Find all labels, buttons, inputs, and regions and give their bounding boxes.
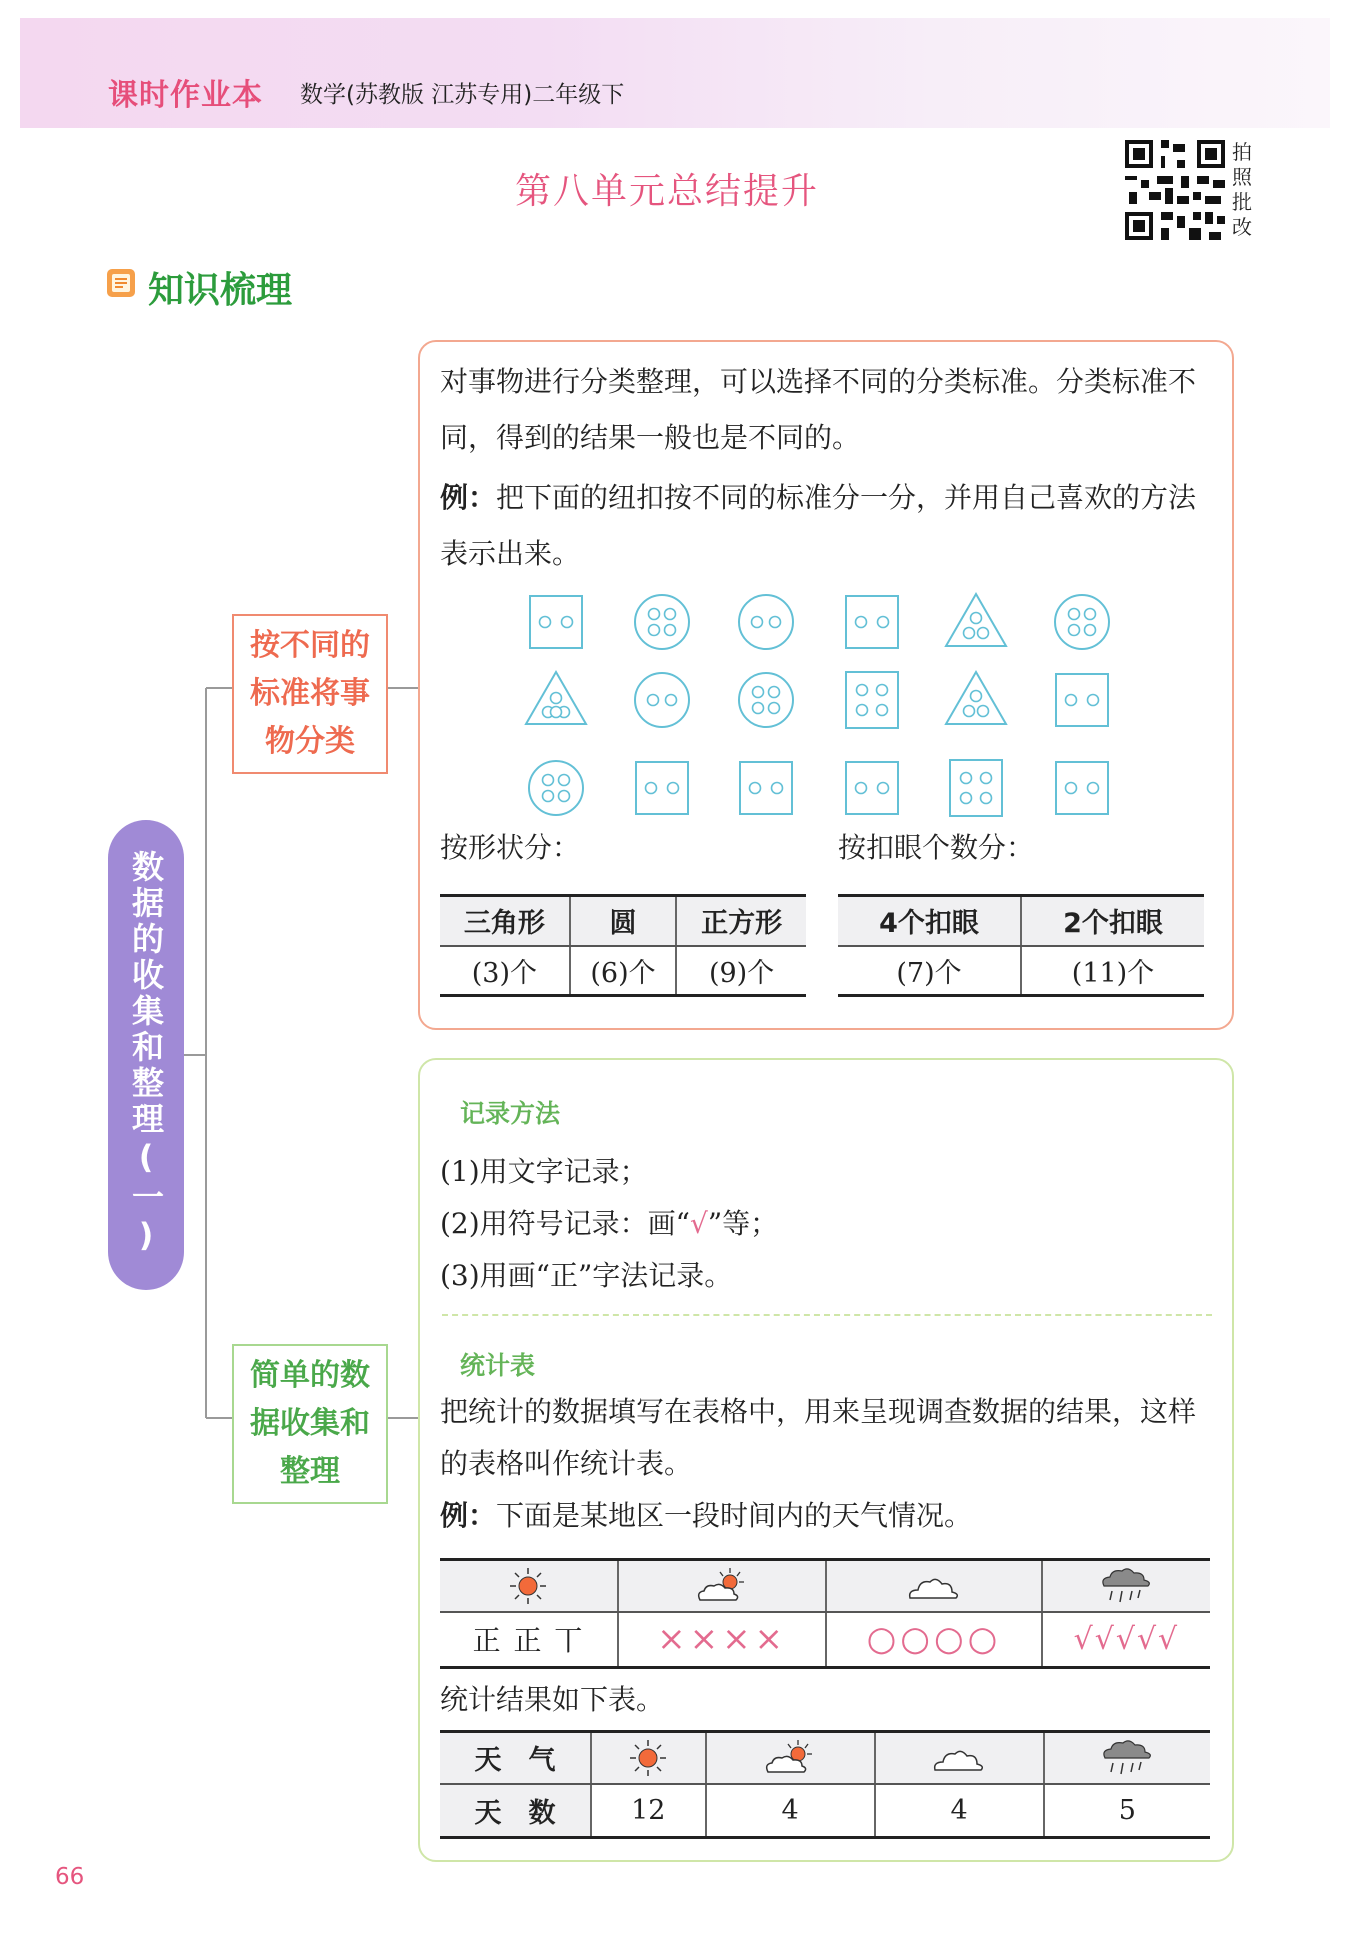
button-square-2-holes (846, 596, 898, 648)
button-square-2-holes (636, 762, 688, 814)
weather-tally-table (440, 1558, 1210, 1669)
button-hole (878, 783, 889, 794)
button-hole (964, 706, 975, 717)
by-shape-header-circle: 圆 (570, 896, 676, 946)
recording-item-2: (2)用符号记录：画“√”等； (440, 1207, 779, 1240)
by-shape-value-circle: (6)个 (570, 946, 676, 996)
result-partly-cloudy-header (706, 1732, 875, 1784)
button-triangle-3-holes (946, 594, 1006, 646)
button-hole (878, 617, 889, 628)
button-hole (1088, 695, 1099, 706)
classification-example (440, 470, 1220, 582)
by-holes-label: 按扣眼个数分： (838, 831, 1035, 864)
section-title: 知识梳理 (148, 270, 293, 311)
button-hole (877, 685, 888, 696)
partly-cloudy-icon (692, 1566, 752, 1606)
button-hole (978, 706, 989, 717)
recording-item-1: (1)用文字记录； (440, 1155, 648, 1188)
book-title: 数学(苏教版 江苏专用)二年级下 (300, 82, 625, 108)
rainy-icon (1096, 1564, 1156, 1608)
button-hole (559, 791, 570, 802)
button-hole (981, 793, 992, 804)
button-hole (1069, 609, 1080, 620)
button-circle-2-holes (635, 673, 689, 727)
result-value-rainy: 5 (1044, 1784, 1210, 1838)
unit-title: 第八单元总结提升 (515, 171, 820, 212)
rainy-icon (1097, 1736, 1157, 1780)
button-hole (543, 791, 554, 802)
by-holes-value-4: (7)个 (838, 946, 1021, 996)
check-mark: √ (689, 1207, 708, 1240)
button-hole (1066, 695, 1077, 706)
button-hole (961, 793, 972, 804)
stats-table-title: 统计表 (460, 1351, 536, 1380)
button-circle-4-holes (635, 595, 689, 649)
brand-text: 课时作业本 (108, 78, 263, 113)
tally-cloudy-cell (826, 1560, 1042, 1612)
button-hole (772, 783, 783, 794)
button-hole (857, 705, 868, 716)
button-square-4-holes (950, 760, 1002, 816)
by-shape-value-triangle: (3)个 (440, 946, 570, 996)
button-hole (666, 695, 677, 706)
mindmap-branch-classification: 按不同的标准将事物分类 (232, 614, 388, 774)
button-hole (649, 625, 660, 636)
button-hole (856, 617, 867, 628)
example-text: 把下面的纽扣按不同的标准分一分，并用自己喜欢的方法表示出来。 (440, 481, 1197, 570)
button-triangle-3-holes (946, 672, 1006, 724)
by-holes-header-2: 2个扣眼 (1021, 896, 1204, 946)
button-hole (562, 617, 573, 628)
cloudy-icon (904, 1566, 964, 1606)
button-hole (551, 707, 562, 718)
button-hole (551, 693, 562, 704)
button-shape-grid (506, 588, 1206, 838)
result-sunny-header (591, 1732, 706, 1784)
button-square-2-holes (1056, 674, 1108, 726)
button-circle-4-holes (739, 673, 793, 727)
tally-partly-cloudy-cell (618, 1560, 826, 1612)
divider (442, 1314, 1212, 1316)
weather-result-table (440, 1730, 1210, 1839)
tally-rainy-cell (1042, 1560, 1210, 1612)
button-square-4-holes (846, 672, 898, 728)
button-square-2-holes (530, 596, 582, 648)
button-hole (769, 687, 780, 698)
button-hole (856, 783, 867, 794)
result-rainy-header (1044, 1732, 1210, 1784)
result-value-sunny: 12 (591, 1784, 706, 1838)
button-circle-4-holes (529, 761, 583, 815)
button-hole (971, 691, 982, 702)
button-hole (543, 775, 554, 786)
stats-example: 例：下面是某地区一段时间内的天气情况。 (440, 1499, 973, 1532)
button-hole (1085, 609, 1096, 620)
by-shape-header-triangle: 三角形 (440, 896, 570, 946)
button-hole (750, 783, 761, 794)
button-square-2-holes (740, 762, 792, 814)
button-hole (649, 609, 660, 620)
result-label: 统计结果如下表。 (440, 1683, 665, 1716)
by-shape-value-square: (9)个 (676, 946, 806, 996)
recording-title: 记录方法 (460, 1099, 561, 1128)
by-holes-value-2: (11)个 (1021, 946, 1204, 996)
button-hole (540, 617, 551, 628)
button-hole (1069, 625, 1080, 636)
button-hole (559, 775, 570, 786)
result-value-partly-cloudy: 4 (706, 1784, 875, 1838)
button-hole (1088, 783, 1099, 794)
classification-intro: 对事物进行分类整理，可以选择不同的分类标准。分类标准不同，得到的结果一般也是不同的。 (440, 365, 1197, 454)
by-holes-table (838, 894, 1204, 997)
classification-panel (418, 340, 1234, 1030)
result-value-cloudy: 4 (875, 1784, 1044, 1838)
button-hole (971, 613, 982, 624)
button-circle-4-holes (1055, 595, 1109, 649)
button-hole (646, 783, 657, 794)
button-hole (770, 617, 781, 628)
tally-sunny-cell (440, 1560, 618, 1612)
page-number: 66 (55, 1864, 85, 1890)
tally-cloudy-marks: ○○○○ (826, 1612, 1042, 1668)
tally-partly-cloudy-marks: ×××× (618, 1612, 826, 1668)
result-header-days: 天 数 (440, 1784, 591, 1838)
button-hole (665, 625, 676, 636)
result-header-weather: 天 气 (440, 1732, 591, 1784)
button-circle-2-holes (739, 595, 793, 649)
by-shape-table (440, 894, 806, 997)
stats-table-desc: 把统计的数据填写在表格中，用来呈现调查数据的结果，这样的表格叫作统计表。 (440, 1395, 1197, 1480)
data-collection-panel (418, 1058, 1234, 1862)
cloudy-icon (929, 1738, 989, 1778)
button-hole (877, 705, 888, 716)
button-square-2-holes (1056, 762, 1108, 814)
button-hole (668, 783, 679, 794)
button-hole (1085, 625, 1096, 636)
sunny-icon (628, 1738, 668, 1778)
button-hole (752, 617, 763, 628)
button-hole (665, 609, 676, 620)
by-shape-label: 按形状分： (440, 831, 581, 864)
button-hole (857, 685, 868, 696)
partly-cloudy-icon (760, 1738, 820, 1778)
button-hole (753, 703, 764, 714)
button-hole (1066, 783, 1077, 794)
button-triangle-4-holes (526, 672, 586, 724)
by-holes-header-4: 4个扣眼 (838, 896, 1021, 946)
button-hole (769, 703, 780, 714)
qr-label: 拍照批改 (1232, 140, 1252, 239)
button-hole (964, 628, 975, 639)
button-hole (753, 687, 764, 698)
example-prefix: 例： (440, 481, 497, 514)
button-square-2-holes (846, 762, 898, 814)
result-cloudy-header (875, 1732, 1044, 1784)
mindmap-root: 数据的收集和整理(一) (108, 820, 184, 1290)
sunny-icon (508, 1566, 548, 1606)
button-hole (648, 695, 659, 706)
button-hole (978, 628, 989, 639)
tally-sunny-marks: 正 正 丅 (440, 1612, 618, 1668)
recording-item-3: (3)用画“正”字法记录。 (440, 1259, 733, 1292)
by-shape-header-square: 正方形 (676, 896, 806, 946)
button-hole (961, 773, 972, 784)
tally-rainy-marks: √√√√√ (1042, 1612, 1210, 1668)
mindmap-branch-data-collection: 简单的数据收集和整理 (232, 1344, 388, 1504)
button-hole (981, 773, 992, 784)
